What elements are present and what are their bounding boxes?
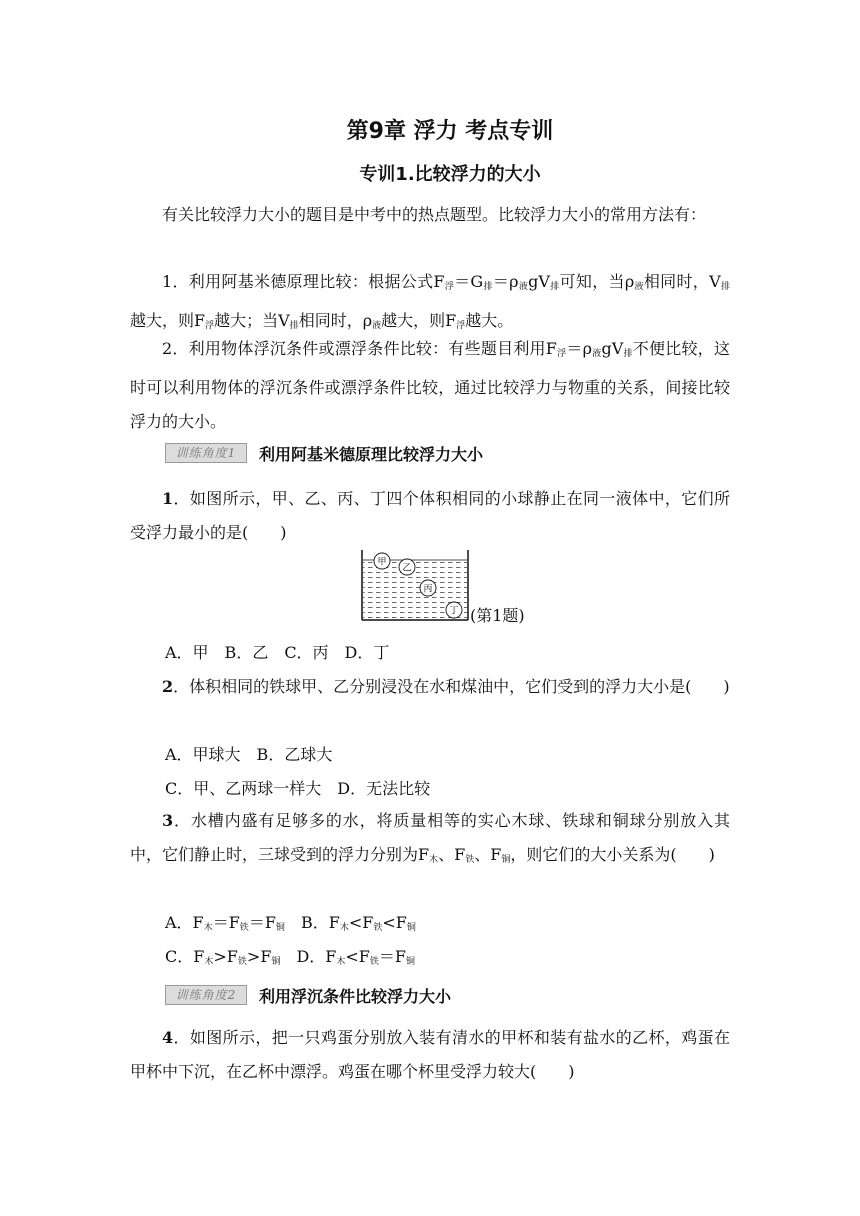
section-heading-2 — [165, 984, 451, 1006]
question-text: 、F — [474, 845, 502, 864]
sub: 木 — [204, 957, 214, 967]
ball-yi — [399, 559, 415, 575]
option: D．F — [280, 947, 337, 966]
method2-text: ＝ρ — [566, 339, 593, 358]
sub: 排 — [289, 321, 299, 331]
option: >F — [246, 947, 272, 966]
method1-text: 越大。 — [465, 311, 514, 330]
section-label: 利用浮沉条件比较浮力大小 — [259, 986, 452, 1006]
option: C．F — [165, 947, 205, 966]
option: <F — [345, 947, 370, 966]
sub: 铁 — [239, 923, 249, 933]
ball-ding — [446, 602, 462, 618]
sub: 铜 — [406, 923, 416, 933]
ball-jia — [374, 553, 390, 569]
method1-text: 可知，当ρ — [559, 272, 635, 291]
sub: 液 — [518, 282, 529, 292]
option: >F — [213, 947, 238, 966]
sub: 排 — [483, 282, 493, 292]
method2-text: gV — [601, 339, 624, 358]
sub: 排 — [623, 349, 633, 359]
sub: 浮 — [556, 349, 567, 359]
q3-options-2 — [165, 944, 415, 967]
sub: 铁 — [373, 923, 383, 933]
sub: 液 — [592, 349, 602, 359]
sub: 浮 — [456, 321, 466, 331]
sub: 排 — [549, 282, 560, 292]
q1-options: A．甲 B．乙 C．丙 D．丁 — [165, 643, 390, 662]
sub: 铁 — [465, 855, 475, 865]
figure-1-diagram — [360, 550, 470, 622]
sub: 排 — [720, 282, 730, 292]
intro-paragraph — [130, 198, 730, 232]
question-text: ．水槽内盛有足够多的水，将质量相等的实心木球、铁球和铜球分别放入其中，它们静止时，三球受到的浮力分别为F — [130, 811, 730, 864]
option: ＝F — [248, 913, 276, 932]
question-number: 2 — [162, 677, 174, 696]
method2-paragraph — [130, 332, 730, 439]
sub: 浮 — [205, 321, 215, 331]
method1-text: gV — [528, 272, 550, 291]
method1-text: 相同时，ρ — [298, 311, 373, 330]
ball-bing — [420, 580, 436, 596]
option: <F — [348, 913, 374, 932]
option: ＝F — [212, 913, 240, 932]
section-badge: 训练角度1 — [165, 443, 247, 463]
sub: 铜 — [275, 923, 285, 933]
figure-caption: (第1题) — [470, 606, 525, 625]
question-text: ．如图所示，把一只鸡蛋分别放入装有清水的甲杯和装有盐水的乙杯，鸡蛋在甲杯中下沉，在乙杯中漂浮。鸡蛋在哪个杯里受浮力较大( ) — [130, 1028, 730, 1081]
sub: 液 — [634, 282, 644, 292]
question-text: ．如图所示，甲、乙、丙、丁四个体积相同的小球静止在同一液体中，它们所受浮力最小的是( ) — [130, 489, 730, 542]
section-label: 利用阿基米德原理比较浮力大小 — [259, 444, 484, 464]
q2-options-1: A．甲球大 B．乙球大 — [165, 745, 333, 764]
question-4 — [130, 1021, 730, 1089]
sub: 铜 — [406, 957, 416, 967]
question-number: 1 — [162, 489, 174, 508]
question-3 — [130, 804, 730, 877]
method1-text: 越大，则F — [130, 311, 206, 330]
sub: 木 — [339, 923, 349, 933]
sub: 铜 — [271, 957, 281, 967]
method2-text: 不便比较，这时可以利用物体的浮沉条件或漂浮条件比较，通过比较浮力与物重的关系，间接比较浮力的大小。 — [130, 339, 730, 431]
intro-text: 有关比较浮力大小的题目是中考中的热点题型。比较浮力大小的常用方法有： — [162, 205, 707, 224]
sub: 浮 — [444, 282, 455, 292]
sub: 木 — [429, 855, 439, 865]
sub: 木 — [336, 957, 346, 967]
option: B．F — [284, 913, 340, 932]
method1-text: 越大；当V — [214, 311, 290, 330]
ball-label: 丁 — [449, 606, 459, 617]
option: A．F — [165, 913, 204, 932]
method1-text: ＝G — [454, 272, 484, 291]
option: <F — [382, 913, 407, 932]
sub: 铁 — [237, 957, 247, 967]
section-heading-1 — [165, 442, 483, 464]
question-2 — [130, 670, 730, 704]
question-text: ，则它们的大小关系为( ) — [510, 845, 715, 864]
page-subtitle: 专训1.比较浮力的大小 — [359, 164, 541, 185]
question-number: 4 — [162, 1028, 174, 1047]
question-1 — [130, 482, 730, 550]
method1-text: ＝ρ — [492, 272, 519, 291]
ball-label: 乙 — [402, 563, 412, 574]
method1-text: 相同时，V — [643, 272, 721, 291]
q2-options-2: C．甲、乙两球一样大 D．无法比较 — [165, 779, 431, 798]
option: ＝F — [378, 947, 407, 966]
question-text: ．体积相同的铁球甲、乙分别浸没在水和煤油中，它们受到的浮力大小是( ) — [173, 677, 730, 696]
page-title: 第9章 浮力 考点专训 — [346, 119, 554, 144]
sub: 木 — [203, 923, 213, 933]
method1-text: 1．利用阿基米德原理比较：根据公式F — [162, 272, 445, 291]
ball-label: 丙 — [423, 584, 433, 595]
section-badge: 训练角度2 — [165, 985, 247, 1005]
q3-options-1 — [165, 910, 416, 933]
sub: 铜 — [501, 855, 511, 865]
question-text: 、F — [438, 845, 466, 864]
sub: 铁 — [369, 957, 379, 967]
question-number: 3 — [162, 811, 174, 830]
sub: 液 — [372, 321, 382, 331]
method2-text: 2．利用物体浮沉条件或漂浮条件比较：有些题目利用F — [162, 339, 557, 358]
ball-label: 甲 — [377, 557, 387, 568]
method1-text: 越大，则F — [381, 311, 457, 330]
